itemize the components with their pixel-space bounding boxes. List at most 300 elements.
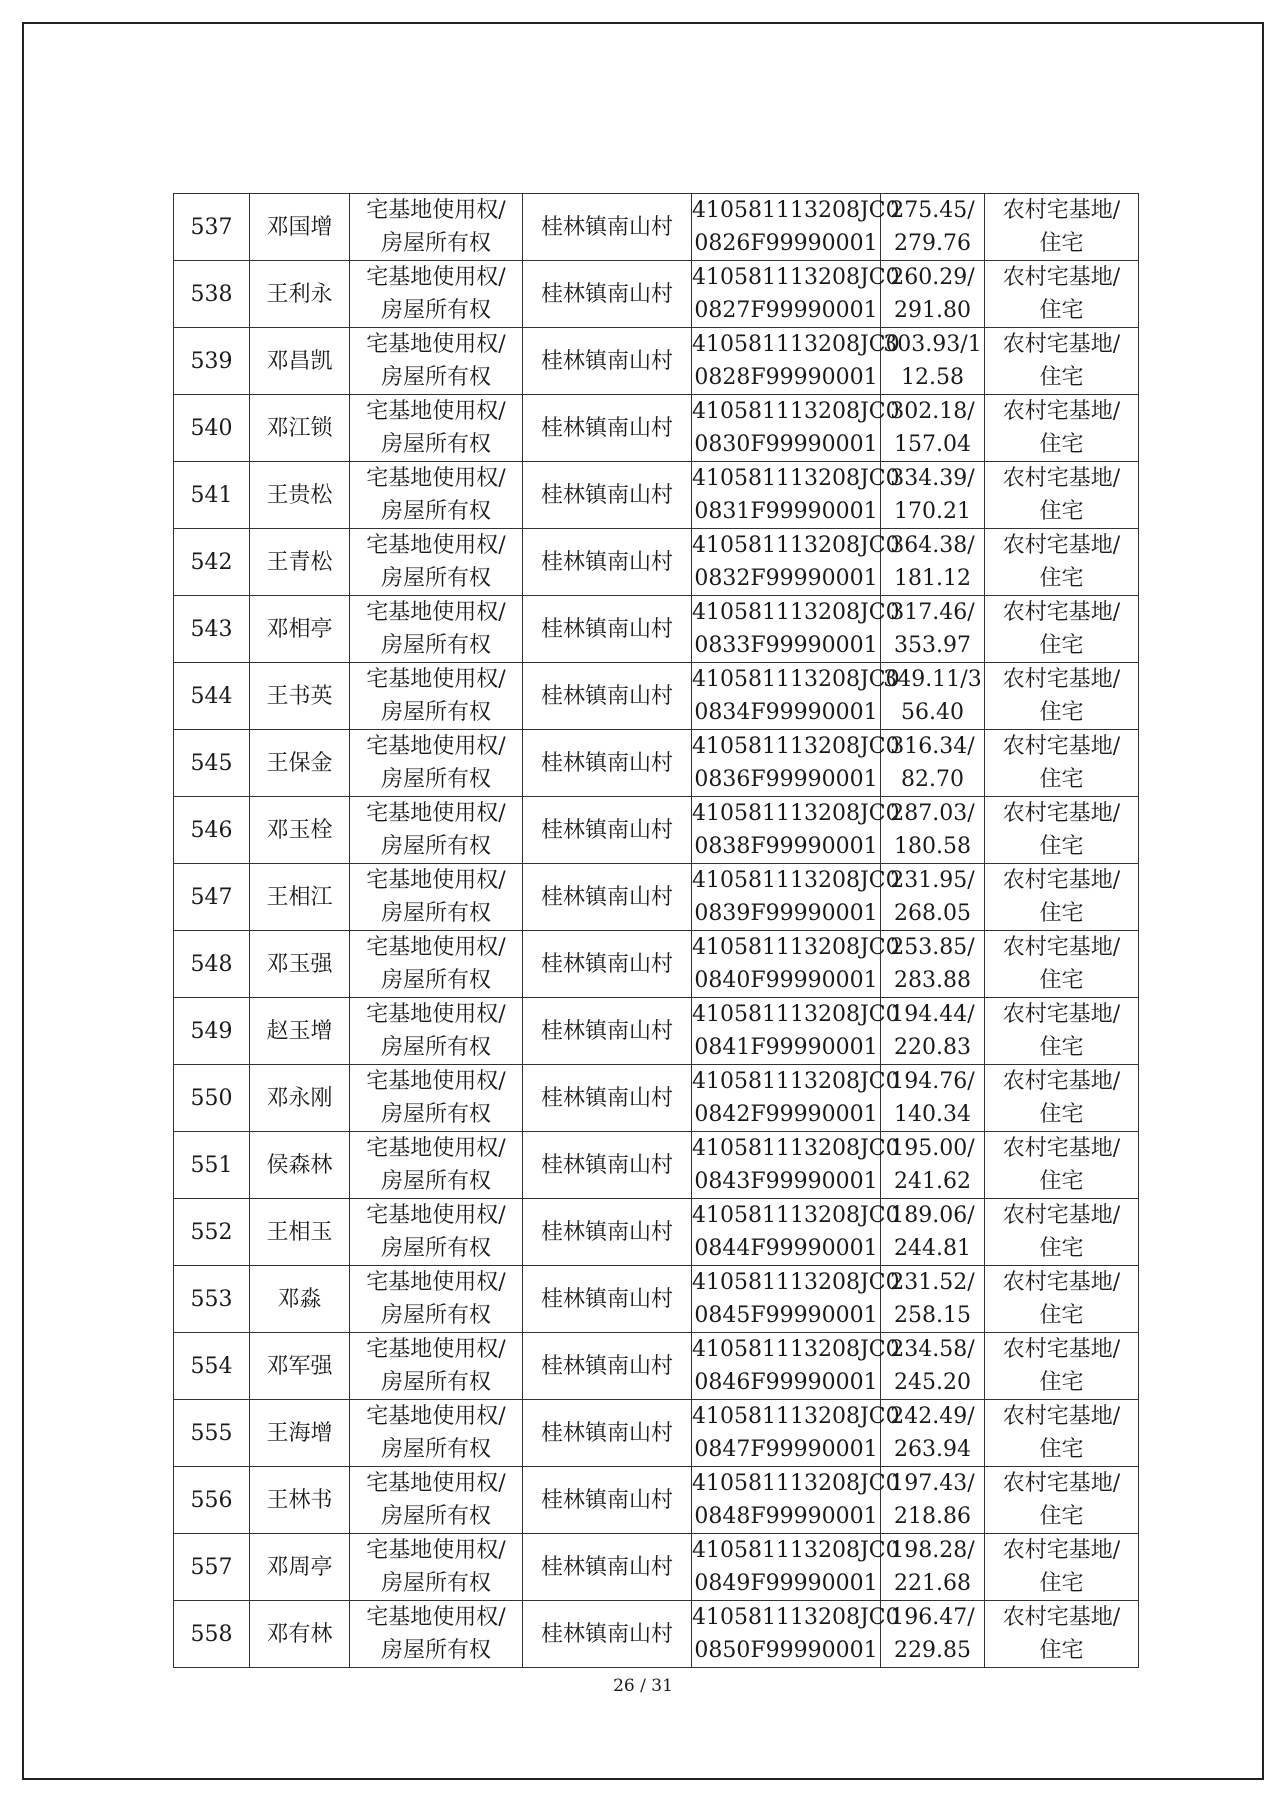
area-value-line: 364.38/ (890, 533, 975, 558)
right-type-cell (350, 663, 523, 730)
land-use-line: 住宅 (1039, 901, 1084, 926)
right-type-cell (350, 998, 523, 1065)
area-value-line: 283.88 (894, 968, 971, 993)
right-type-cell (350, 1199, 523, 1266)
land-use-line: 住宅 (1039, 1303, 1084, 1328)
land-use-line: 农村宅基地/ (1002, 935, 1121, 960)
property-code-line: 0830F99990001 (694, 432, 878, 457)
right-type-cell (350, 1266, 523, 1333)
land-use-line: 农村宅基地/ (1002, 1605, 1121, 1630)
right-type-cell (350, 1534, 523, 1601)
row-number-cell: 549 (174, 998, 250, 1065)
owner-name-cell: 王利永 (250, 261, 350, 328)
land-use-line: 住宅 (1039, 298, 1084, 323)
area-value-line: 241.62 (894, 1169, 971, 1194)
table-row (174, 462, 1139, 529)
land-use-cell (985, 194, 1139, 261)
land-use-cell (985, 1400, 1139, 1467)
right-type-line: 房屋所有权 (380, 1169, 491, 1194)
table-row (174, 1333, 1139, 1400)
property-code-line: 0849F99990001 (694, 1571, 878, 1596)
right-type-line: 宅基地使用权/ (366, 533, 506, 558)
right-type-line: 宅基地使用权/ (366, 1069, 506, 1094)
land-use-cell (985, 395, 1139, 462)
property-location-cell: 桂林镇南山村 (523, 931, 692, 998)
table-row (174, 1266, 1139, 1333)
row-number-cell: 540 (174, 395, 250, 462)
area-value-line: 196.47/ (890, 1605, 975, 1630)
right-type-cell (350, 261, 523, 328)
area-value-cell (881, 931, 985, 998)
right-type-line: 房屋所有权 (380, 1504, 491, 1529)
area-value-line: 140.34 (894, 1102, 971, 1127)
table-row (174, 730, 1139, 797)
right-type-line: 房屋所有权 (380, 231, 491, 256)
owner-name-cell: 邓玉栓 (250, 797, 350, 864)
land-use-line: 住宅 (1039, 1035, 1084, 1060)
owner-name-cell: 王相江 (250, 864, 350, 931)
right-type-line: 房屋所有权 (380, 298, 491, 323)
property-code-cell (692, 1065, 900, 1132)
land-use-line: 农村宅基地/ (1002, 1404, 1121, 1429)
land-use-line: 农村宅基地/ (1002, 1538, 1121, 1563)
area-value-line: 303.93/1 (883, 332, 982, 357)
area-value-line: 229.85 (894, 1638, 971, 1663)
property-code-line: 0844F99990001 (694, 1236, 878, 1261)
owner-name-cell: 邓玉强 (250, 931, 350, 998)
area-value-line: 349.11/3 (883, 667, 982, 692)
property-code-line: 0847F99990001 (694, 1437, 878, 1462)
property-code-line: 410581113208JC0 (692, 1203, 900, 1228)
right-type-line: 宅基地使用权/ (366, 399, 506, 424)
land-use-cell (985, 931, 1139, 998)
area-value-line: 180.58 (894, 834, 971, 859)
property-code-line: 0831F99990001 (694, 499, 878, 524)
land-use-line: 农村宅基地/ (1002, 1203, 1121, 1228)
property-code-line: 410581113208JC0 (692, 801, 900, 826)
row-number-cell: 537 (174, 194, 250, 261)
right-type-line: 宅基地使用权/ (366, 600, 506, 625)
property-code-line: 410581113208JC0 (692, 1538, 900, 1563)
land-use-line: 住宅 (1039, 1169, 1084, 1194)
area-value-cell (881, 194, 985, 261)
table-body (174, 194, 1139, 1668)
table-row (174, 1199, 1139, 1266)
area-value-line: 234.58/ (890, 1337, 975, 1362)
land-use-line: 农村宅基地/ (1002, 1002, 1121, 1027)
area-value-line: 221.68 (894, 1571, 971, 1596)
right-type-cell (350, 730, 523, 797)
property-code-line: 410581113208JC0 (692, 1404, 900, 1429)
land-use-line: 农村宅基地/ (1002, 801, 1121, 826)
land-use-cell (985, 797, 1139, 864)
area-value-line: 245.20 (894, 1370, 971, 1395)
right-type-line: 宅基地使用权/ (366, 1605, 506, 1630)
land-use-line: 住宅 (1039, 1236, 1084, 1261)
area-value-cell (881, 730, 985, 797)
area-value-line: 231.95/ (890, 868, 975, 893)
land-use-cell (985, 1132, 1139, 1199)
right-type-line: 房屋所有权 (380, 1303, 491, 1328)
property-code-line: 0836F99990001 (694, 767, 878, 792)
table-row (174, 1467, 1139, 1534)
land-use-line: 住宅 (1039, 1437, 1084, 1462)
property-location-cell: 桂林镇南山村 (523, 462, 692, 529)
area-value-line: 56.40 (901, 700, 964, 725)
area-value-line: 12.58 (901, 365, 964, 390)
owner-name-cell: 邓国增 (250, 194, 350, 261)
table-row (174, 797, 1139, 864)
property-code-line: 410581113208JC0 (692, 1270, 900, 1295)
land-use-cell (985, 261, 1139, 328)
area-value-cell (881, 1534, 985, 1601)
area-value-line: 260.29/ (890, 265, 975, 290)
property-location-cell: 桂林镇南山村 (523, 730, 692, 797)
land-use-line: 住宅 (1039, 1504, 1084, 1529)
row-number-cell: 555 (174, 1400, 250, 1467)
right-type-cell (350, 1065, 523, 1132)
area-value-cell (881, 261, 985, 328)
property-code-line: 410581113208JC0 (692, 667, 900, 692)
owner-name-cell: 邓有林 (250, 1601, 350, 1668)
right-type-cell (350, 931, 523, 998)
land-use-line: 农村宅基地/ (1002, 533, 1121, 558)
area-value-line: 170.21 (894, 499, 971, 524)
property-code-cell (692, 797, 900, 864)
right-type-line: 房屋所有权 (380, 968, 491, 993)
right-type-line: 宅基地使用权/ (366, 1471, 506, 1496)
right-type-line: 房屋所有权 (380, 1102, 491, 1127)
property-code-line: 410581113208JC0 (692, 466, 900, 491)
table-row (174, 395, 1139, 462)
property-code-cell (692, 1467, 900, 1534)
land-use-cell (985, 864, 1139, 931)
right-type-line: 房屋所有权 (380, 633, 491, 658)
table-row (174, 194, 1139, 261)
land-use-line: 住宅 (1039, 1638, 1084, 1663)
property-code-cell (692, 395, 900, 462)
land-use-line: 农村宅基地/ (1002, 734, 1121, 759)
table-row (174, 1400, 1139, 1467)
area-value-cell (881, 998, 985, 1065)
table-row (174, 1132, 1139, 1199)
property-code-cell (692, 1601, 900, 1668)
right-type-line: 宅基地使用权/ (366, 1203, 506, 1228)
owner-name-cell: 王相玉 (250, 1199, 350, 1266)
area-value-line: 263.94 (894, 1437, 971, 1462)
right-type-line: 宅基地使用权/ (366, 667, 506, 692)
area-value-cell (881, 864, 985, 931)
land-use-line: 农村宅基地/ (1002, 667, 1121, 692)
land-use-line: 农村宅基地/ (1002, 1136, 1121, 1161)
property-location-cell: 桂林镇南山村 (523, 596, 692, 663)
area-value-line: 287.03/ (890, 801, 975, 826)
area-value-line: 157.04 (894, 432, 971, 457)
land-use-line: 农村宅基地/ (1002, 466, 1121, 491)
row-number-cell: 557 (174, 1534, 250, 1601)
area-value-line: 197.43/ (890, 1471, 975, 1496)
land-use-line: 农村宅基地/ (1002, 600, 1121, 625)
owner-name-cell: 王海增 (250, 1400, 350, 1467)
property-code-line: 410581113208JC0 (692, 734, 900, 759)
right-type-cell (350, 797, 523, 864)
row-number-cell: 544 (174, 663, 250, 730)
property-location-cell: 桂林镇南山村 (523, 864, 692, 931)
row-number-cell: 558 (174, 1601, 250, 1668)
property-code-line: 0848F99990001 (694, 1504, 878, 1529)
property-code-cell (692, 194, 900, 261)
land-use-line: 住宅 (1039, 1370, 1084, 1395)
property-location-cell: 桂林镇南山村 (523, 1266, 692, 1333)
owner-name-cell: 邓淼 (250, 1266, 350, 1333)
property-location-cell: 桂林镇南山村 (523, 395, 692, 462)
area-value-line: 258.15 (894, 1303, 971, 1328)
right-type-line: 宅基地使用权/ (366, 1002, 506, 1027)
property-location-cell: 桂林镇南山村 (523, 328, 692, 395)
land-use-line: 住宅 (1039, 834, 1084, 859)
property-code-line: 410581113208JC0 (692, 399, 900, 424)
table-row (174, 998, 1139, 1065)
table-row (174, 1065, 1139, 1132)
property-code-cell (692, 1132, 900, 1199)
property-code-line: 410581113208JC0 (692, 600, 900, 625)
land-use-line: 住宅 (1039, 1102, 1084, 1127)
property-location-cell: 桂林镇南山村 (523, 1199, 692, 1266)
right-type-line: 宅基地使用权/ (366, 1270, 506, 1295)
right-type-line: 宅基地使用权/ (366, 801, 506, 826)
right-type-line: 房屋所有权 (380, 700, 491, 725)
right-type-cell (350, 864, 523, 931)
right-type-line: 房屋所有权 (380, 834, 491, 859)
land-use-line: 住宅 (1039, 633, 1084, 658)
right-type-line: 宅基地使用权/ (366, 466, 506, 491)
property-code-line: 0850F99990001 (694, 1638, 878, 1663)
property-code-cell (692, 1333, 900, 1400)
right-type-cell (350, 1601, 523, 1668)
owner-name-cell: 王贵松 (250, 462, 350, 529)
owner-name-cell: 邓周亭 (250, 1534, 350, 1601)
property-code-cell (692, 931, 900, 998)
right-type-line: 房屋所有权 (380, 1236, 491, 1261)
area-value-cell (881, 596, 985, 663)
owner-name-cell: 王保金 (250, 730, 350, 797)
table-row (174, 1601, 1139, 1668)
right-type-cell (350, 395, 523, 462)
row-number-cell: 543 (174, 596, 250, 663)
property-code-line: 0834F99990001 (694, 700, 878, 725)
property-code-line: 0840F99990001 (694, 968, 878, 993)
row-number-cell: 541 (174, 462, 250, 529)
property-code-line: 410581113208JC0 (692, 1471, 900, 1496)
table-row (174, 663, 1139, 730)
property-code-line: 410581113208JC0 (692, 265, 900, 290)
area-value-line: 194.76/ (890, 1069, 975, 1094)
table-row (174, 596, 1139, 663)
right-type-cell (350, 462, 523, 529)
area-value-cell (881, 1333, 985, 1400)
area-value-cell (881, 462, 985, 529)
land-use-cell (985, 1333, 1139, 1400)
land-use-cell (985, 462, 1139, 529)
land-use-cell (985, 529, 1139, 596)
area-value-line: 231.52/ (890, 1270, 975, 1295)
property-code-line: 410581113208JC0 (692, 198, 900, 223)
area-value-line: 317.46/ (890, 600, 975, 625)
area-value-cell (881, 1132, 985, 1199)
owner-name-cell: 邓永刚 (250, 1065, 350, 1132)
property-code-cell (692, 730, 900, 797)
right-type-line: 宅基地使用权/ (366, 332, 506, 357)
property-code-cell (692, 328, 900, 395)
right-type-cell (350, 596, 523, 663)
right-type-line: 宅基地使用权/ (366, 868, 506, 893)
property-location-cell: 桂林镇南山村 (523, 194, 692, 261)
property-code-line: 410581113208JC0 (692, 935, 900, 960)
property-code-line: 410581113208JC0 (692, 1605, 900, 1630)
right-type-line: 房屋所有权 (380, 365, 491, 390)
land-use-line: 农村宅基地/ (1002, 1337, 1121, 1362)
property-code-cell (692, 1266, 900, 1333)
area-value-line: 353.97 (894, 633, 971, 658)
right-type-line: 房屋所有权 (380, 432, 491, 457)
area-value-line: 181.12 (894, 566, 971, 591)
row-number-cell: 554 (174, 1333, 250, 1400)
row-number-cell: 553 (174, 1266, 250, 1333)
land-use-line: 住宅 (1039, 767, 1084, 792)
property-code-line: 0826F99990001 (694, 231, 878, 256)
property-code-cell (692, 596, 900, 663)
right-type-line: 宅基地使用权/ (366, 935, 506, 960)
owner-name-cell: 王书英 (250, 663, 350, 730)
area-value-cell (881, 1601, 985, 1668)
owner-name-cell: 邓江锁 (250, 395, 350, 462)
area-value-cell (881, 1467, 985, 1534)
right-type-cell (350, 1333, 523, 1400)
table-row (174, 931, 1139, 998)
property-location-cell: 桂林镇南山村 (523, 261, 692, 328)
right-type-line: 房屋所有权 (380, 767, 491, 792)
property-location-cell: 桂林镇南山村 (523, 1534, 692, 1601)
land-use-cell (985, 1266, 1139, 1333)
table-row (174, 864, 1139, 931)
property-code-line: 0828F99990001 (694, 365, 878, 390)
property-code-line: 0843F99990001 (694, 1169, 878, 1194)
row-number-cell: 542 (174, 529, 250, 596)
land-use-line: 农村宅基地/ (1002, 1471, 1121, 1496)
table-row (174, 1534, 1139, 1601)
land-use-cell (985, 998, 1139, 1065)
area-value-line: 275.45/ (890, 198, 975, 223)
right-type-cell (350, 1467, 523, 1534)
area-value-cell (881, 395, 985, 462)
area-value-line: 198.28/ (890, 1538, 975, 1563)
right-type-line: 房屋所有权 (380, 1571, 491, 1596)
land-use-cell (985, 596, 1139, 663)
area-value-line: 218.86 (894, 1504, 971, 1529)
property-code-line: 410581113208JC0 (692, 1002, 900, 1027)
land-use-cell (985, 1467, 1139, 1534)
property-code-line: 410581113208JC0 (692, 1136, 900, 1161)
table-row (174, 529, 1139, 596)
land-use-cell (985, 328, 1139, 395)
property-location-cell: 桂林镇南山村 (523, 1333, 692, 1400)
right-type-line: 宅基地使用权/ (366, 1337, 506, 1362)
land-use-line: 农村宅基地/ (1002, 399, 1121, 424)
property-code-cell (692, 462, 900, 529)
right-type-line: 宅基地使用权/ (366, 1404, 506, 1429)
owner-name-cell: 邓军强 (250, 1333, 350, 1400)
area-value-line: 195.00/ (890, 1136, 975, 1161)
right-type-line: 房屋所有权 (380, 1638, 491, 1663)
land-use-line: 住宅 (1039, 432, 1084, 457)
right-type-line: 宅基地使用权/ (366, 734, 506, 759)
land-use-line: 住宅 (1039, 231, 1084, 256)
property-code-line: 410581113208JC0 (692, 332, 900, 357)
owner-name-cell: 王林书 (250, 1467, 350, 1534)
row-number-cell: 545 (174, 730, 250, 797)
property-code-cell (692, 1199, 900, 1266)
property-code-line: 0827F99990001 (694, 298, 878, 323)
property-location-cell: 桂林镇南山村 (523, 529, 692, 596)
property-location-cell: 桂林镇南山村 (523, 998, 692, 1065)
area-value-line: 82.70 (901, 767, 964, 792)
row-number-cell: 551 (174, 1132, 250, 1199)
land-use-line: 农村宅基地/ (1002, 265, 1121, 290)
property-register-table (173, 193, 1139, 1668)
row-number-cell: 552 (174, 1199, 250, 1266)
property-code-cell (692, 864, 900, 931)
area-value-line: 244.81 (894, 1236, 971, 1261)
area-value-cell (881, 328, 985, 395)
owner-name-cell: 赵玉增 (250, 998, 350, 1065)
area-value-line: 279.76 (894, 231, 971, 256)
area-value-line: 253.85/ (890, 935, 975, 960)
property-location-cell: 桂林镇南山村 (523, 1132, 692, 1199)
area-value-line: 302.18/ (890, 399, 975, 424)
row-number-cell: 550 (174, 1065, 250, 1132)
right-type-line: 宅基地使用权/ (366, 265, 506, 290)
land-use-line: 农村宅基地/ (1002, 198, 1121, 223)
land-use-cell (985, 1534, 1139, 1601)
area-value-line: 268.05 (894, 901, 971, 926)
property-code-line: 410581113208JC0 (692, 868, 900, 893)
row-number-cell: 556 (174, 1467, 250, 1534)
right-type-line: 房屋所有权 (380, 1035, 491, 1060)
property-code-cell (692, 1534, 900, 1601)
row-number-cell: 547 (174, 864, 250, 931)
property-code-line: 0842F99990001 (694, 1102, 878, 1127)
land-use-cell (985, 663, 1139, 730)
property-code-line: 410581113208JC0 (692, 1069, 900, 1094)
row-number-cell: 539 (174, 328, 250, 395)
area-value-line: 194.44/ (890, 1002, 975, 1027)
right-type-cell (350, 328, 523, 395)
page-number: 26 / 31 (613, 1676, 673, 1696)
property-code-cell (692, 663, 900, 730)
right-type-line: 宅基地使用权/ (366, 198, 506, 223)
area-value-cell (881, 1266, 985, 1333)
owner-name-cell: 邓相亭 (250, 596, 350, 663)
area-value-line: 334.39/ (890, 466, 975, 491)
property-code-cell (692, 261, 900, 328)
property-location-cell: 桂林镇南山村 (523, 1400, 692, 1467)
row-number-cell: 538 (174, 261, 250, 328)
property-code-line: 0845F99990001 (694, 1303, 878, 1328)
land-use-cell (985, 1199, 1139, 1266)
right-type-cell (350, 1400, 523, 1467)
land-use-cell (985, 730, 1139, 797)
land-use-line: 农村宅基地/ (1002, 332, 1121, 357)
